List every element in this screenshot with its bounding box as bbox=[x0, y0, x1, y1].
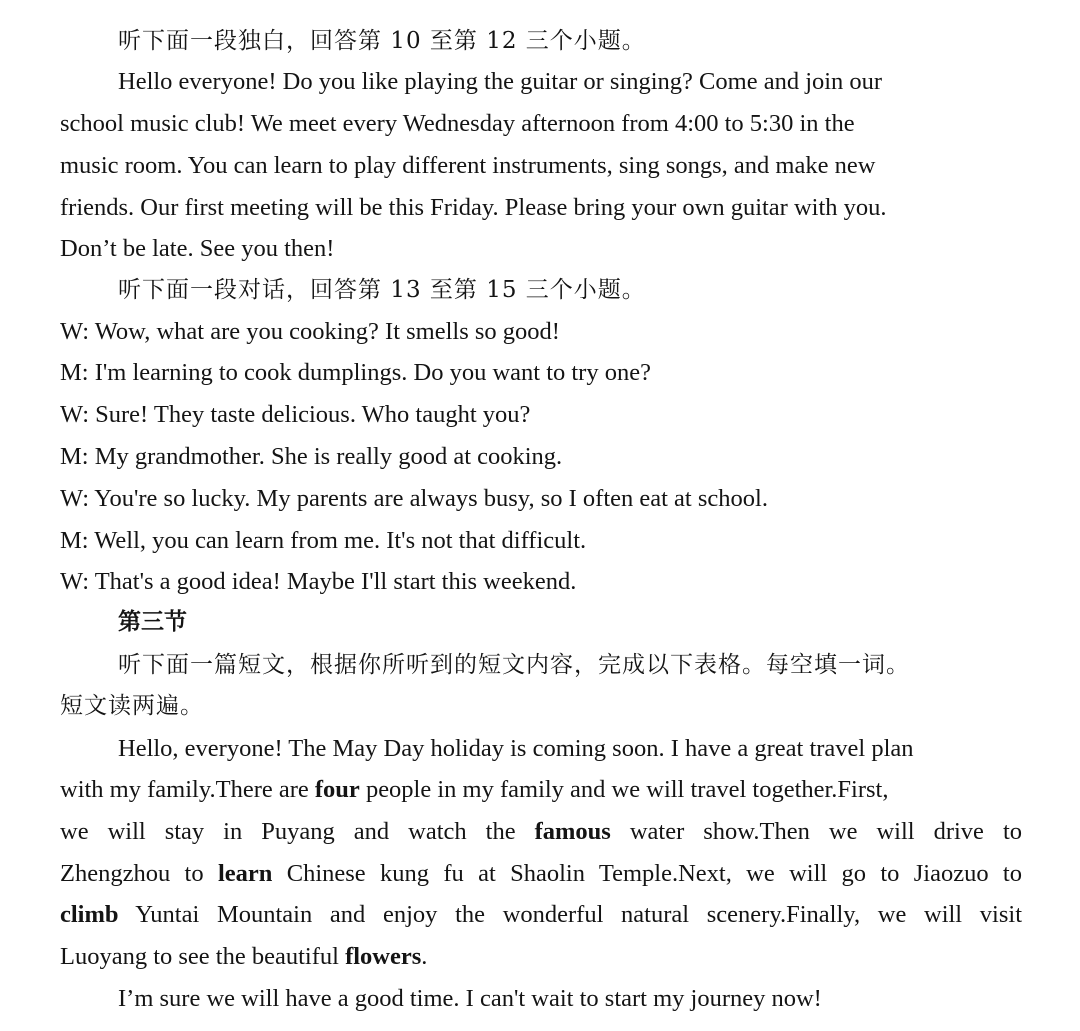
passage-text: Yuntai Mountain and enjoy the wonderful natural scenery.Finally, we will visit bbox=[118, 901, 1022, 928]
passage-line-5 bbox=[60, 903, 1022, 928]
passage-line-7: I’m sure we will have a good time. I can't wait to start my journey now! bbox=[118, 985, 822, 1012]
passage-line-3 bbox=[60, 820, 1022, 845]
section3-heading: 第三节 bbox=[118, 609, 187, 635]
section3-instruction-line-2: 短文读两遍。 bbox=[60, 693, 204, 719]
monologue-instruction: 听下面一段独白，回答第 10 至第 12 三个小题。 bbox=[118, 28, 646, 54]
passage-line-1: Hello, everyone! The May Day holiday is coming soon. I have a great travel plan bbox=[118, 735, 914, 762]
dialogue-line-6: M: Well, you can learn from me. It's not that difficult. bbox=[60, 527, 587, 554]
passage-text: we will stay in Puyang and watch the bbox=[60, 818, 535, 845]
passage-line-6 bbox=[60, 945, 427, 970]
monologue-line-4: friends. Our first meeting will be this Friday. Please bring your own guitar with you. bbox=[60, 194, 887, 221]
passage-line-4 bbox=[60, 862, 1022, 887]
passage-text: water show.Then we will drive to bbox=[610, 818, 1022, 845]
dialogue-line-3: W: Sure! They taste delicious. Who taught you? bbox=[60, 401, 531, 428]
passage-text: Zhengzhou to bbox=[60, 860, 218, 887]
dialogue-line-7: W: That's a good idea! Maybe I'll start this weekend. bbox=[60, 568, 577, 595]
monologue-line-5: Don’t be late. See you then! bbox=[60, 235, 335, 262]
passage-text: . bbox=[421, 943, 428, 970]
answer-word-flowers: flowers bbox=[345, 943, 422, 970]
answer-word-learn: learn bbox=[217, 860, 273, 887]
dialogue-line-4: M: My grandmother. She is really good at cooking. bbox=[60, 443, 563, 470]
dialogue-instruction: 听下面一段对话，回答第 13 至第 15 三个小题。 bbox=[118, 277, 646, 303]
answer-word-four: four bbox=[314, 776, 360, 803]
monologue-line-3: music room. You can learn to play different instruments, sing songs, and make new bbox=[60, 152, 876, 179]
dialogue-line-2: M: I'm learning to cook dumplings. Do you want to try one? bbox=[60, 359, 651, 386]
dialogue-line-1: W: Wow, what are you cooking? It smells so good! bbox=[60, 318, 560, 345]
monologue-line-1: Hello everyone! Do you like playing the guitar or singing? Come and join our bbox=[118, 68, 883, 95]
passage-text: people in my family and we will travel together.First, bbox=[359, 776, 889, 803]
passage-text: Luoyang to see the beautiful bbox=[60, 943, 346, 970]
passage-text: Chinese kung fu at Shaolin Temple.Next, we will go to Jiaozuo to bbox=[272, 860, 1022, 887]
passage-line-2 bbox=[60, 778, 889, 803]
monologue-line-2: school music club! We meet every Wednesday afternoon from 4:00 to 5:30 in the bbox=[60, 110, 855, 137]
dialogue-line-5: W: You're so lucky. My parents are always busy, so I often eat at school. bbox=[60, 485, 768, 512]
passage-text: with my family.There are bbox=[60, 776, 315, 803]
section3-instruction-line-1: 听下面一篇短文，根据你所听到的短文内容，完成以下表格。每空填一词。 bbox=[118, 652, 910, 678]
answer-word-famous: famous bbox=[534, 818, 611, 845]
answer-word-climb: climb bbox=[60, 901, 119, 928]
